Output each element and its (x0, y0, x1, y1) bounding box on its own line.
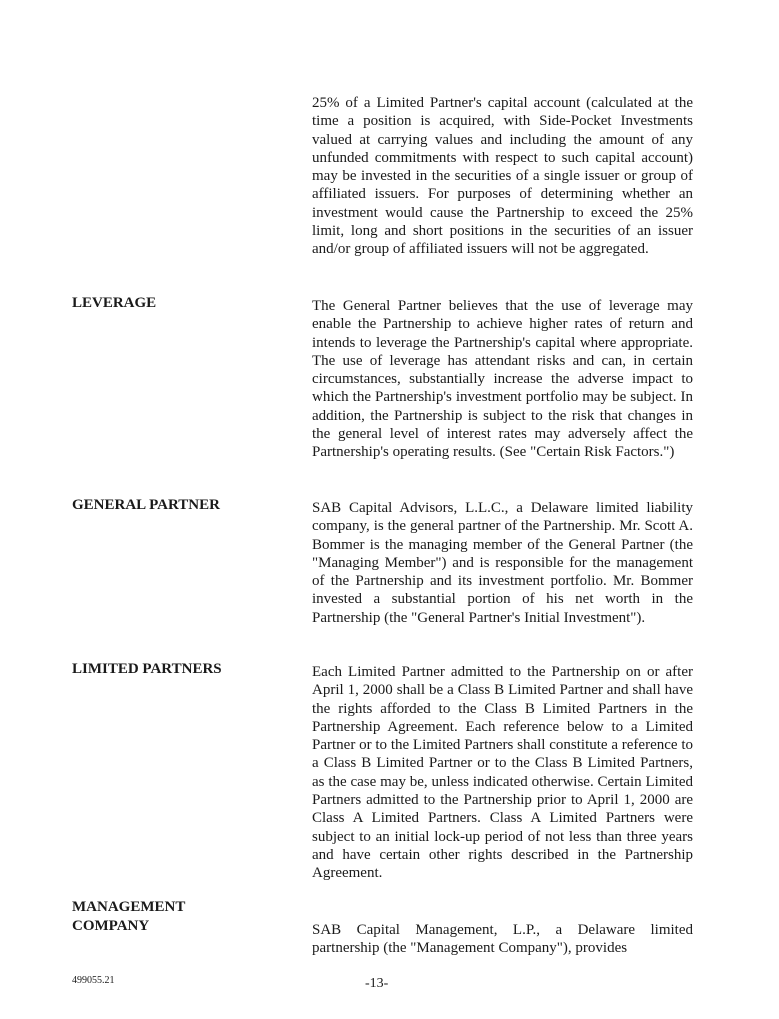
paragraph-limited-partners: Each Limited Partner admitted to the Partnership on or after April 1, 2000 shall be a Class B Limited Partner and shall have the rights afforded to the Class B Limited Partners in the Partnership Agreement. Each reference below to a Limited Partner or to the Limited Partners shall constitute a reference to a Class B Limited Partner or to the Class B Limited Partners, as the case may be, unless indicated otherwise. Certain Limited Partners admitted to the Partnership prior to April 1, 2000 are Class A Limited Partners. Class A Limited Partners were subject to an initial lock-up period of not less than three years and have certain other rights described in the Partnership Agreement. (312, 664, 693, 882)
paragraph-management-company: SAB Capital Management, L.P., a Delaware limited partnership (the "Management Company"), provides (312, 922, 693, 957)
footer-doc-code: 499055.21 (72, 975, 115, 986)
heading-management-line1: MANAGEMENT (72, 899, 186, 915)
heading-management-line2: COMPANY (72, 918, 150, 934)
page-number: -13- (365, 976, 389, 991)
paragraph-leverage: The General Partner believes that the use of leverage may enable the Partnership to achieve higher rates of return and intends to leverage the Partnership's capital where appropriate. The use of leverage has attendant risks and can, in certain circumstances, substantially increase the adverse impact to which the Partnership's investment portfolio may be subject. In addition, the Partnership is subject to the risk that changes in the general level of interest rates may adversely affect the Partnership's operating results. (See "Certain Risk Factors.") (312, 298, 693, 461)
paragraph-position-limit: 25% of a Limited Partner's capital account (calculated at the time a position is acquired, with Side-Pocket Investments valued at carrying values and including the amount of any unfunded commitments with respect to such capital account) may be invested in the securities of a single issuer or group of affiliated issuers. For purposes of determining whether an investment would cause the Partnership to exceed the 25% limit, long and short positions in the securities of an issuer and/or group of affiliated issuers will not be aggregated. (312, 95, 693, 258)
heading-leverage: LEVERAGE (72, 295, 157, 311)
heading-limited-partners: LIMITED PARTNERS (72, 661, 222, 677)
heading-management-company (72, 898, 272, 936)
heading-general-partner: GENERAL PARTNER (72, 497, 220, 513)
paragraph-general-partner: SAB Capital Advisors, L.L.C., a Delaware limited liability company, is the general partner of the Partnership. Mr. Scott A. Bommer is the managing member of the General Partner (the "Managing Member") and is responsible for the management of the Partnership and its investment portfolio. Mr. Bommer invested a substantial portion of his net worth in the Partnership (the "General Partner's Initial Investment"). (312, 500, 693, 626)
